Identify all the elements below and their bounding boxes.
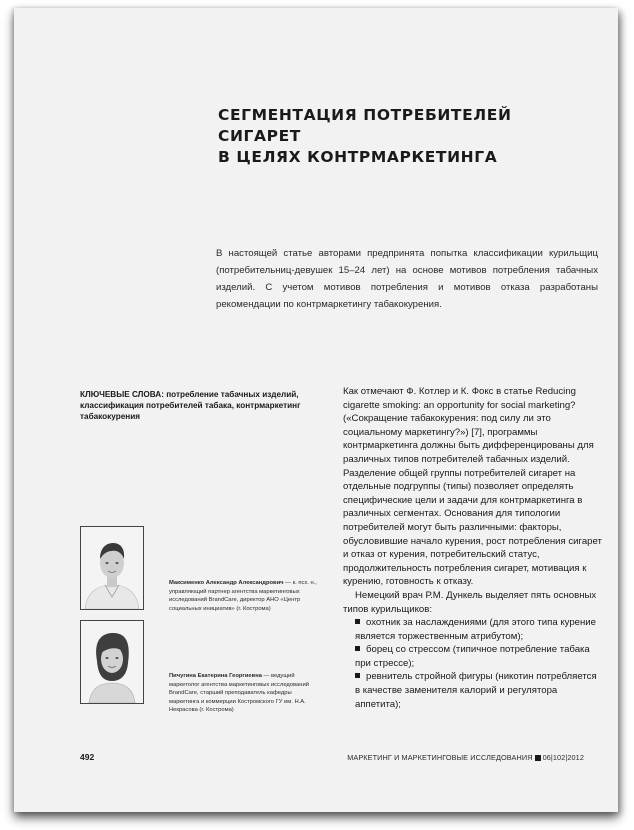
page-number: 492 <box>80 752 95 762</box>
author-name: Максименко Александр Александрович <box>169 580 284 586</box>
woman-portrait-icon <box>81 621 143 703</box>
keywords: КЛЮЧЕВЫЕ СЛОВА: потребление табачных изделий, классификация потребителей табака, контрмаркетинг табакокурения <box>80 390 301 421</box>
running-footer <box>347 753 584 762</box>
journal-page <box>14 8 618 812</box>
list-item <box>343 670 603 711</box>
author-affiliation: — к. псх. н., управляющий партнер агентства маркетинговых исследований BrandCare, директор АНО «Центр социальных инициатив» (г. Кострома) <box>169 580 317 612</box>
issue-number: 06|102|2012 <box>542 753 584 762</box>
square-bullet-icon <box>355 619 360 624</box>
title-line-1: СЕГМЕНТАЦИЯ ПОТРЕБИТЕЛЕЙ СИГАРЕТ <box>218 106 512 145</box>
author-bio-pichugina <box>169 672 321 715</box>
square-bullet-icon <box>355 646 360 651</box>
author-photo-maksimenko <box>80 526 144 610</box>
author-photo-pichugina <box>80 620 144 704</box>
list-item-text: ревнитель стройной фигуры (никотин потребляется в качестве заменителя калорий и регулятора аппетита); <box>355 671 597 710</box>
author-bio-maksimenko <box>169 579 321 613</box>
journal-name: МАРКЕТИНГ И МАРКЕТИНГОВЫЕ ИССЛЕДОВАНИЯ <box>347 753 533 762</box>
square-separator-icon <box>535 755 541 761</box>
title-line-2: В ЦЕЛЯХ КОНТРМАРКЕТИНГА <box>218 148 498 166</box>
list-item <box>343 643 603 670</box>
list-item-text: борец со стрессом (типичное потребление табака при стрессе); <box>355 644 590 669</box>
author-affiliation: — ведущий маркетолог агентства маркетинговых исследований BrandCare, старший преподаватель кафедры маркетинга и коммерции Костромского ГУ им. Н.А. Некрасова (г. Кострома) <box>169 673 309 713</box>
square-bullet-icon <box>355 673 360 678</box>
list-item-text: охотник за наслаждениями (для этого типа курение является торжественным атрибутом); <box>355 617 596 642</box>
body-paragraph: Как отмечают Ф. Котлер и К. Фокс в статье Reducing cigarette smoking: an opportunity for social marketing? («Сокращение табакокурения: под силу ли это социальному маркетингу?») [7], программы контрмаркетинга должны быть дифференцированы для различных типов потребителей табачных изделий. Разделение общей группы потребителей сигарет на отдельные подгруппы (типы) позволяет определять специфические цели и задачи для контрмаркетинга в различных сегментах. Основания для типологии потребителей могут быть различными: факторы, обусловившие начало курения, рост потребления сигарет и отказ от курения, потребительский статус, продолжительность потребления сигарет, мотивация к курению, готовность к отказу. <box>343 386 602 588</box>
article-body <box>343 385 603 711</box>
article-title <box>218 105 598 168</box>
smoker-types-list <box>343 616 603 711</box>
article-abstract: В настоящей статье авторами предпринята попытка классификации курильщиц (потребительниц-девушек 15–24 лет) на основе мотивов потребления табачных изделий. С учетом мотивов потребления и мотивов отказа разработаны рекомендации по контрмаркетингу табакокурения. <box>216 248 598 310</box>
man-portrait-icon <box>81 527 143 609</box>
author-name: Пичугина Екатерина Георгиевна <box>169 673 262 679</box>
body-paragraph: Немецкий врач Р.М. Дункель выделяет пять основных типов курильщиков: <box>343 589 597 615</box>
list-item <box>343 616 603 643</box>
